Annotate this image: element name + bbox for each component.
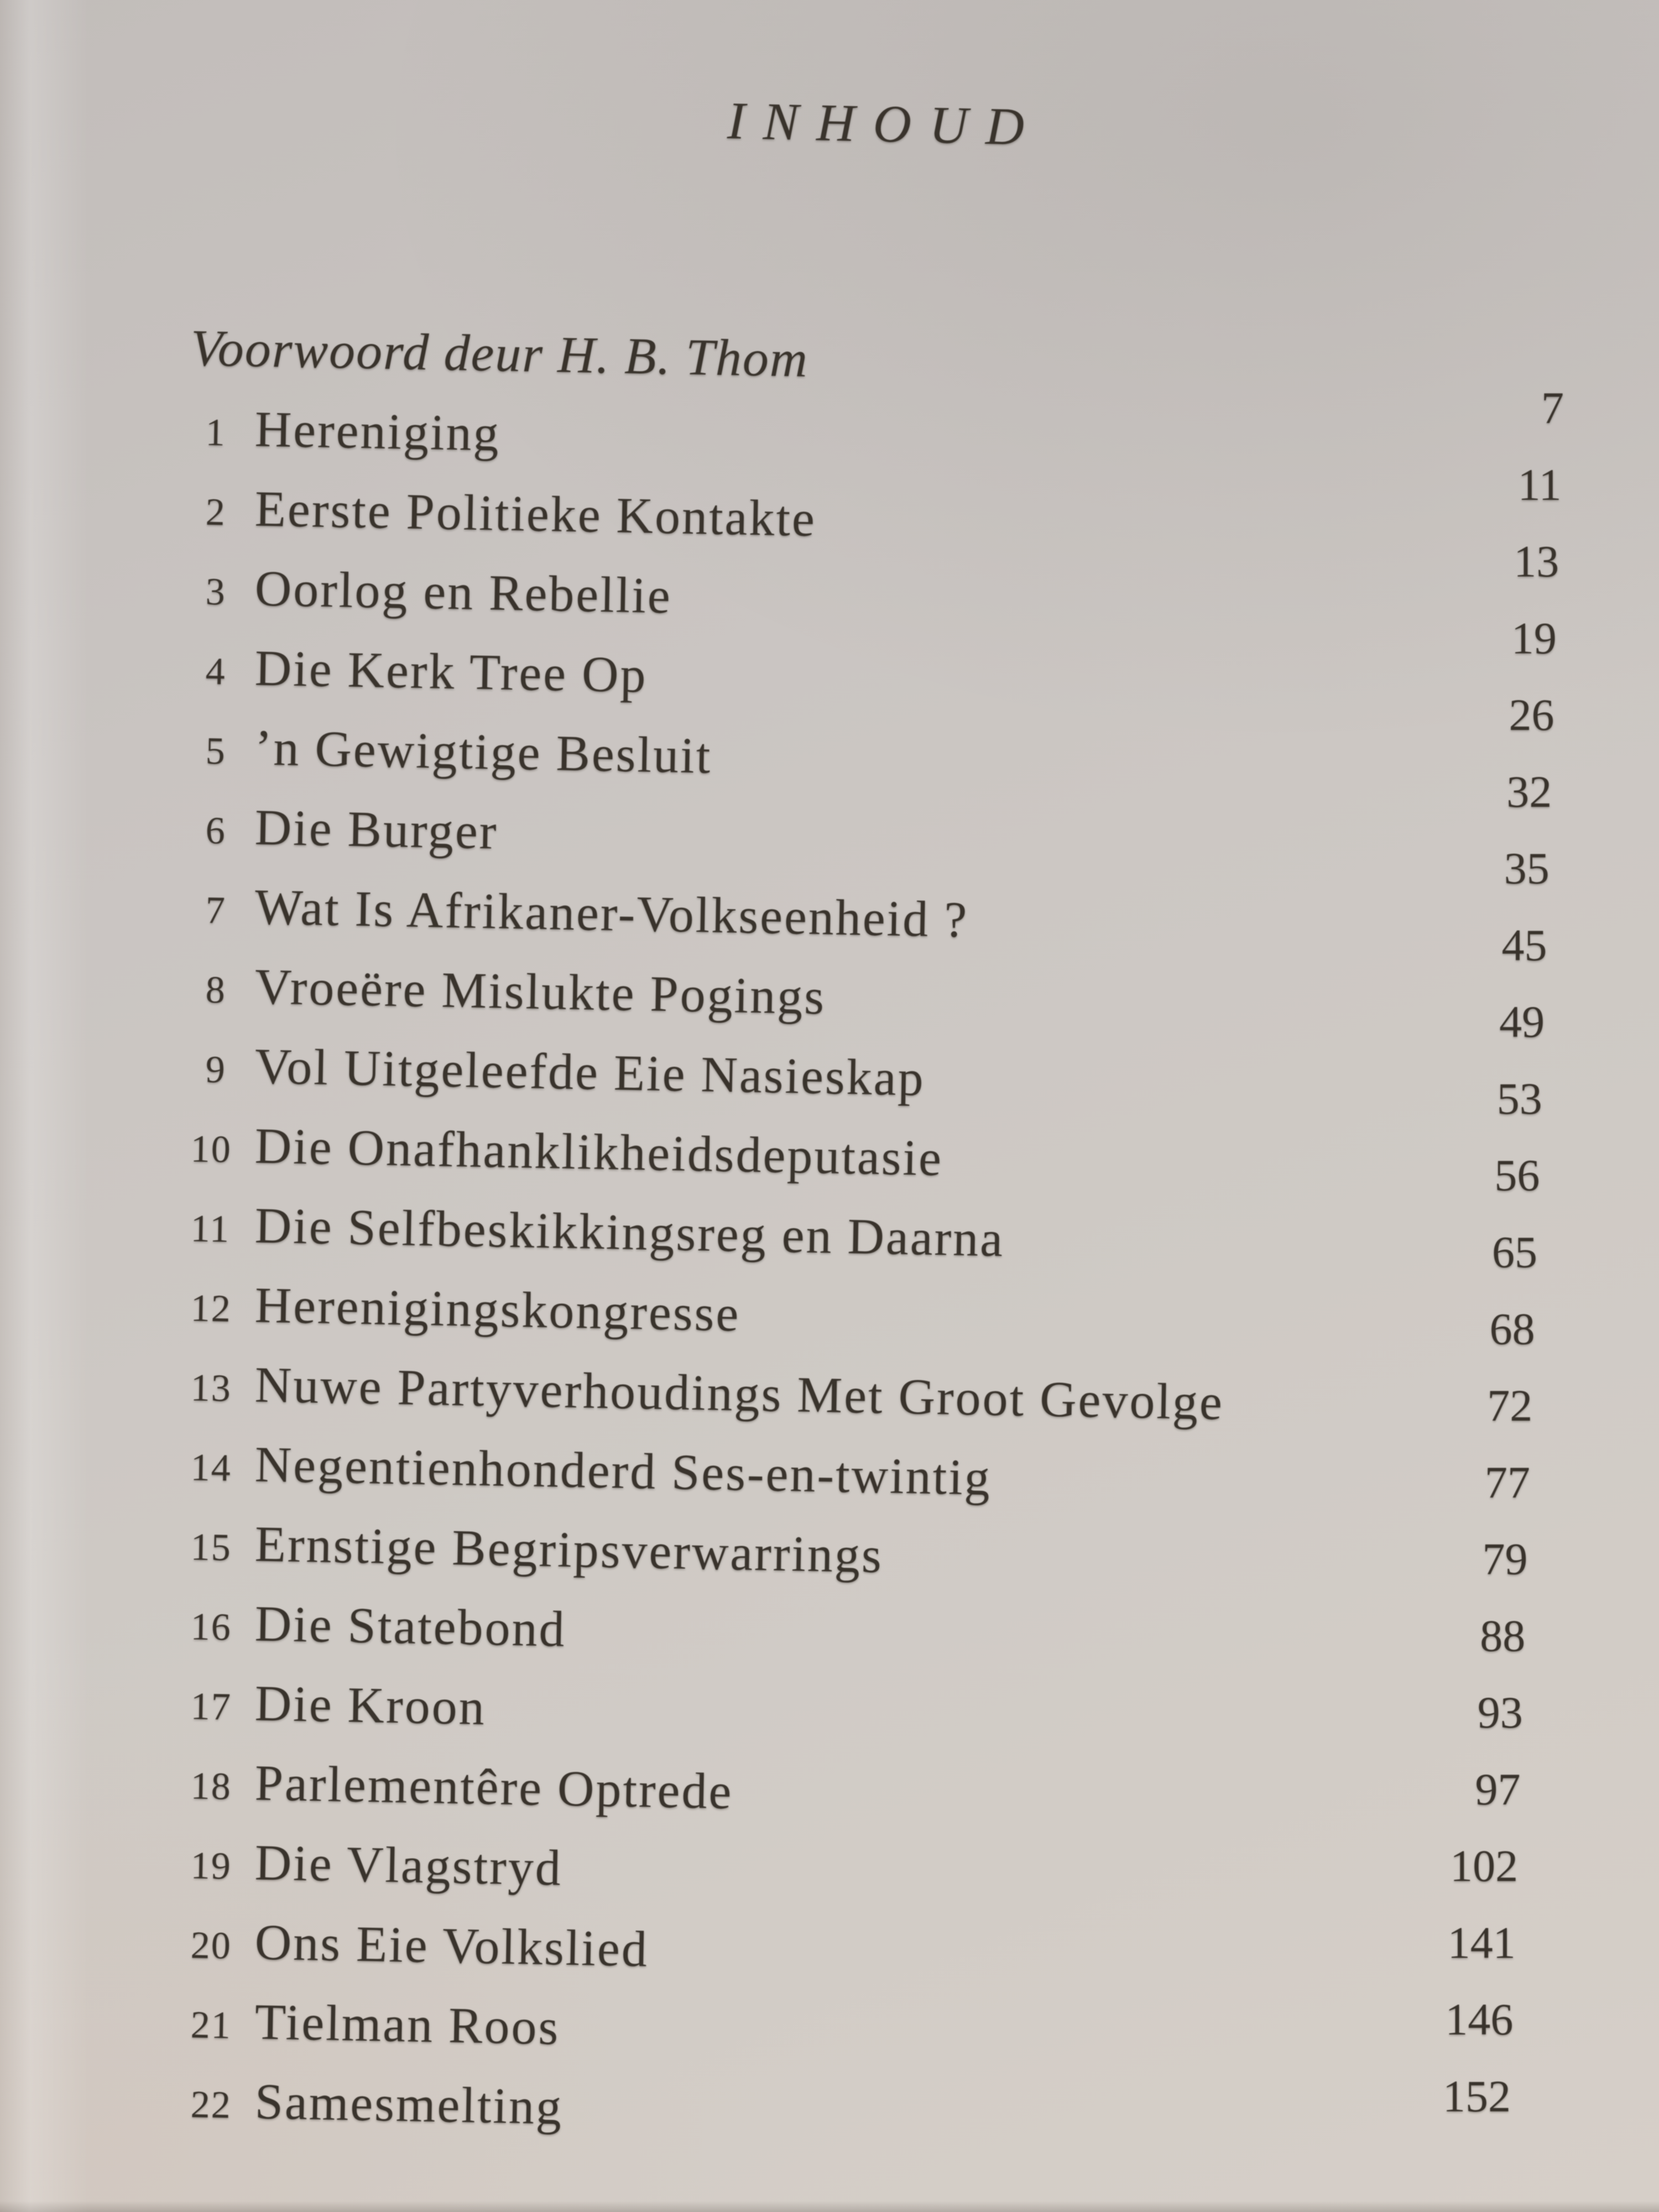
toc-row-main [0,713,712,785]
chapter-title: Voorwoord deur H. B. Thom [190,319,809,388]
chapter-number: 15 [190,1526,232,1569]
chapter-number: 20 [190,1924,232,1968]
chapter-number: 21 [190,2004,232,2047]
chapter-number: 4 [205,650,227,693]
chapter-title: Die Kroon [254,1674,487,1736]
page-number: 49 [1499,997,1545,1047]
toc-row [0,1658,1659,1738]
toc-row-main [0,1191,1005,1268]
toc-row-main [0,1908,649,1978]
chapter-number: 22 [190,2083,232,2127]
toc-row-main [0,395,501,463]
chapter-title: Herenigingskongresse [254,1276,741,1342]
chapter-number: 5 [205,729,227,773]
page-number: 141 [1447,1917,1516,1968]
page-number: 77 [1484,1457,1530,1507]
chapter-number: 7 [205,889,227,932]
chapter-title: Tielman Roos [254,1993,561,2056]
toc-row [0,1977,1659,2057]
page-number: 19 [1511,613,1557,664]
chapter-number: 11 [190,1207,231,1251]
toc-row-main [0,873,969,949]
chapter-title: Die Burger [254,799,499,860]
toc-row-main [0,1510,884,1584]
chapter-number: 10 [190,1128,232,1171]
chapter-title: Parlementêre Optrede [254,1754,734,1820]
page-number: 65 [1492,1227,1537,1277]
page-number: 35 [1504,843,1550,894]
chapter-title: Die Statebond [254,1595,567,1657]
chapter-title: Vroeëre Mislukte Pogings [254,958,827,1025]
toc-row [0,1579,1659,1661]
chapter-number: 18 [190,1765,232,1808]
toc-row-main [0,554,672,625]
chapter-number: 2 [205,491,227,534]
page-number: 146 [1445,1994,1514,2045]
chapter-number: 6 [205,809,227,853]
page-number: 13 [1514,536,1559,587]
chapter-number: 12 [190,1287,232,1331]
toc-row [0,544,1659,664]
toc-row [0,2057,1659,2136]
toc-row [0,703,1659,817]
toc-row-main [0,1112,943,1187]
chapter-number: 19 [190,1844,232,1888]
chapter-title: Die Onafhanklikheidsdeputasie [254,1117,943,1187]
page-number: 93 [1477,1687,1523,1738]
toc-row-main [0,1589,567,1658]
page-number: 53 [1496,1073,1542,1124]
chapter-number: 13 [190,1366,232,1410]
chapter-title: Eerste Politieke Kontakte [254,480,817,547]
toc-row [0,1340,1659,1431]
toc-row [0,862,1659,971]
toc-row-main [0,315,809,389]
chapter-title: ’n Gewigtige Besluit [254,719,713,784]
toc-row [0,1738,1659,1818]
page-number: 72 [1487,1380,1533,1431]
toc-row [0,1499,1659,1584]
chapter-title: Die Vlagstryd [254,1834,563,1896]
chapter-title: Negentienhonderd Ses-en-twintig [254,1436,992,1506]
page-number: 97 [1475,1764,1521,1814]
page-number: 45 [1501,920,1547,971]
page-number: 102 [1450,1840,1519,1891]
toc-row-main [0,1749,733,1820]
toc-row-main [0,634,648,704]
chapter-number: 14 [190,1446,232,1490]
toc-row [0,384,1659,510]
toc-row [0,1101,1659,1201]
page-number: 7 [1541,383,1564,433]
page-number: 88 [1480,1610,1526,1661]
page-number: 79 [1482,1533,1528,1584]
chapter-title: Hereniging [254,400,501,462]
page-number: 68 [1489,1303,1535,1354]
chapter-title: Ons Eie Volkslied [254,1913,649,1978]
toc-row-main [0,1430,992,1507]
toc-row-main [0,2067,564,2136]
chapter-title: Vol Uitgeleefde Eie Nasieskap [254,1037,926,1107]
toc-row [0,623,1659,740]
toc-row-main [0,793,498,860]
chapter-number: 1 [205,411,227,455]
chapter-number: 8 [205,968,227,1012]
toc-row [0,1181,1659,1277]
chapter-number: 17 [190,1685,232,1729]
page-number: 152 [1443,2071,1511,2121]
toc-row-main [0,1271,740,1343]
toc-row [0,459,1659,587]
chapter-title: Die Selfbeskikkingsreg en Daarna [254,1197,1005,1267]
toc-row [0,1818,1659,1897]
toc-row [0,1897,1659,1977]
chapter-title: Nuwe Partyverhoudings Met Groot Gevolge [254,1356,1224,1431]
toc-row-main [0,1987,560,2057]
toc-row-main [0,1032,926,1108]
toc-row [0,1021,1659,1124]
toc-row-main [0,474,817,548]
toc-row-main [0,952,826,1026]
chapter-title: Samesmelting [254,2073,564,2135]
page-title: INHOUD [727,91,1043,156]
toc-row [0,782,1659,894]
chapter-title: Die Kerk Tree Op [254,639,648,703]
chapter-number: 9 [205,1048,227,1092]
chapter-title: Oorlog en Rebellie [254,560,672,624]
toc-row [0,1260,1659,1354]
chapter-number: 16 [190,1605,232,1649]
page-number: 11 [1517,459,1562,510]
page-number: 56 [1494,1150,1540,1201]
page-number: 26 [1509,690,1554,740]
page-number: 32 [1506,766,1552,817]
chapter-title: Ernstige Begripsverwarrings [254,1515,884,1584]
chapter-title: Wat Is Afrikaner-Volkseenheid ? [254,878,969,948]
toc-row [0,942,1659,1047]
toc-row-main [0,1828,563,1897]
toc-row-main [0,1669,487,1736]
toc [0,305,1659,2136]
chapter-number: 3 [205,570,227,614]
toc-row [0,1420,1659,1507]
